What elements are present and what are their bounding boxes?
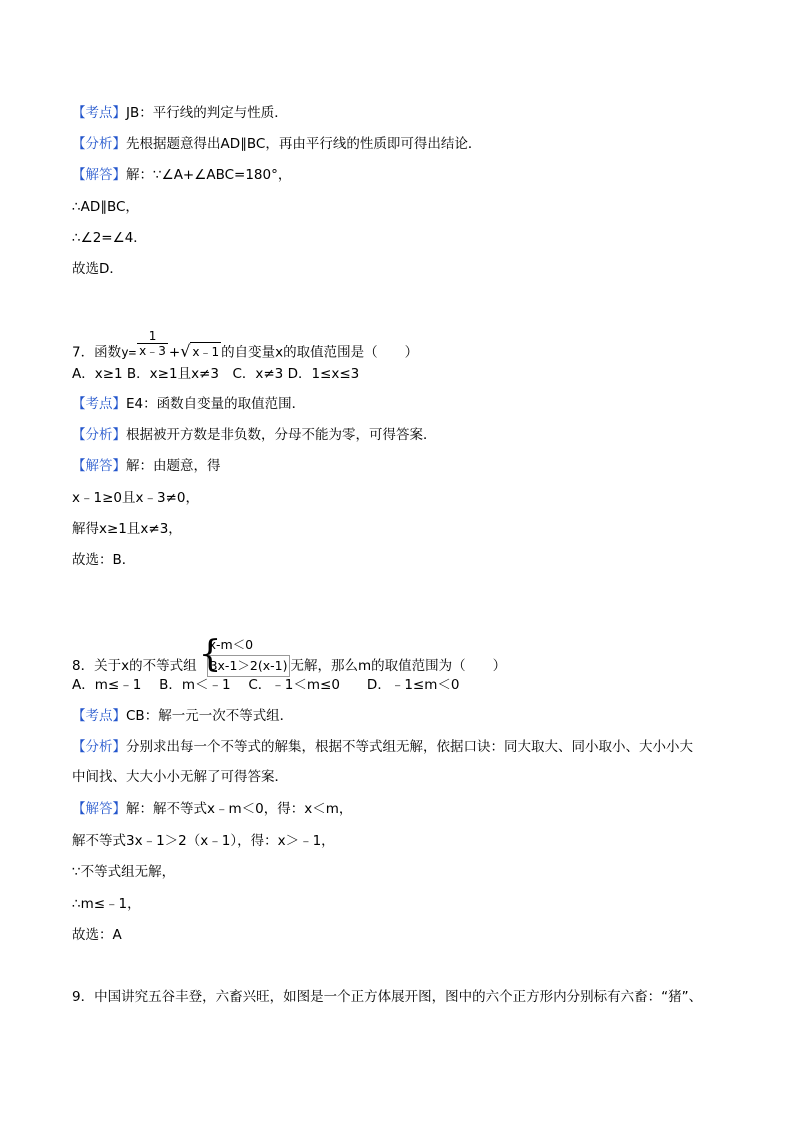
kaodian-text: JB：平行线的判定与性质． [126,105,288,121]
q8-stem-prefix: 8．关于x的不等式组 [72,658,197,674]
q8-fenxi-line-2: 中间找、大大小小无解了可得答案． [72,769,288,785]
q8-options: A．m≤﹣1 B．m＜﹣1 C．﹣1＜m≤0 D．﹣1≤m＜0 [72,677,460,693]
kaodian-tag: 【考点】 [72,708,126,724]
q7-frac-den: x﹣3 [139,344,166,358]
q7-answer: 故选：B． [72,552,136,568]
jieda-text: 解：解不等式x﹣m＜0，得：x＜m， [126,801,353,817]
q8-kaodian-line [72,707,293,725]
q9-stem: 9．中国讲究五谷丰登，六畜兴旺，如图是一个正方体展开图，图中的六个正方形内分别标有六畜：“猪”、 [72,989,703,1005]
q6-fenxi-line [72,135,481,153]
q7-step-2: 解得x≥1且x≠3， [72,521,182,537]
q7-kaodian-line [72,395,305,413]
kaodian-text: CB：解一元一次不等式组． [126,708,294,724]
fenxi-tag: 【分析】 [72,136,126,152]
jieda-tag: 【解答】 [72,801,126,817]
q6-step-1: ∴AD∥BC， [72,199,139,215]
fenxi-text: 先根据题意得出AD∥BC，再由平行线的性质即可得出结论． [126,136,482,152]
q7-sqrt-content: x﹣1 [190,342,221,361]
q7-stem-suffix: 的自变量x的取值范围是（ ） [221,344,419,361]
q7-fenxi-line [72,426,437,444]
kaodian-tag: 【考点】 [72,396,126,412]
jieda-tag: 【解答】 [72,458,126,474]
jieda-text: 解：由题意，得 [126,458,221,474]
q8-stem-suffix: 无解，那么m的取值范围为（ ） [290,658,507,674]
q7-plus: + [168,344,181,361]
fenxi-tag: 【分析】 [72,739,126,755]
kaodian-text: E4：函数自变量的取值范围． [126,396,306,412]
q7-frac-num: 1 [148,329,157,343]
q8-sys-row-2: 3x-1＞2(x-1) [207,655,291,677]
kaodian-tag: 【考点】 [72,105,126,121]
q8-sys-row-1: x-m＜0 [208,637,254,652]
q8-step-2: ∵不等式组无解， [72,864,176,880]
q8-jieda-line [72,800,352,818]
jieda-text: 解：∵∠A+∠ABC=180°， [126,167,292,183]
q8-step-3: ∴m≤﹣1， [72,896,141,912]
q6-jieda-line [72,166,291,184]
left-brace-icon: { [198,634,222,675]
q6-kaodian-line [72,104,288,122]
q7-stem [72,329,419,367]
q7-y-eq: y= [121,344,137,360]
q7-fraction [137,329,168,358]
jieda-tag: 【解答】 [72,167,126,183]
q8-fenxi-line [72,738,693,756]
q6-step-2: ∴∠2=∠4． [72,230,147,246]
q6-answer: 故选D． [72,261,123,277]
q7-stem-prefix: 7．函数 [72,344,122,361]
q8-answer: 故选：A [72,927,122,943]
q8-inequality-system [198,634,291,677]
q7-jieda-line [72,457,221,475]
fenxi-tag: 【分析】 [72,427,126,443]
fenxi-text: 根据被开方数是非负数，分母不能为零，可得答案． [126,427,437,443]
q7-step-1: x﹣1≥0且x﹣3≠0， [72,490,199,506]
sqrt-icon: √ [180,341,191,361]
q8-step-1: 解不等式3x﹣1＞2（x﹣1），得：x＞﹣1， [72,833,335,849]
fenxi-text: 分别求出每一个不等式的解集，根据不等式组无解，依据口诀：同大取大、同小取小、大小小大 [126,739,693,755]
q7-options: A．x≥1 B．x≥1且x≠3 C．x≠3 D．1≤x≤3 [72,366,360,382]
